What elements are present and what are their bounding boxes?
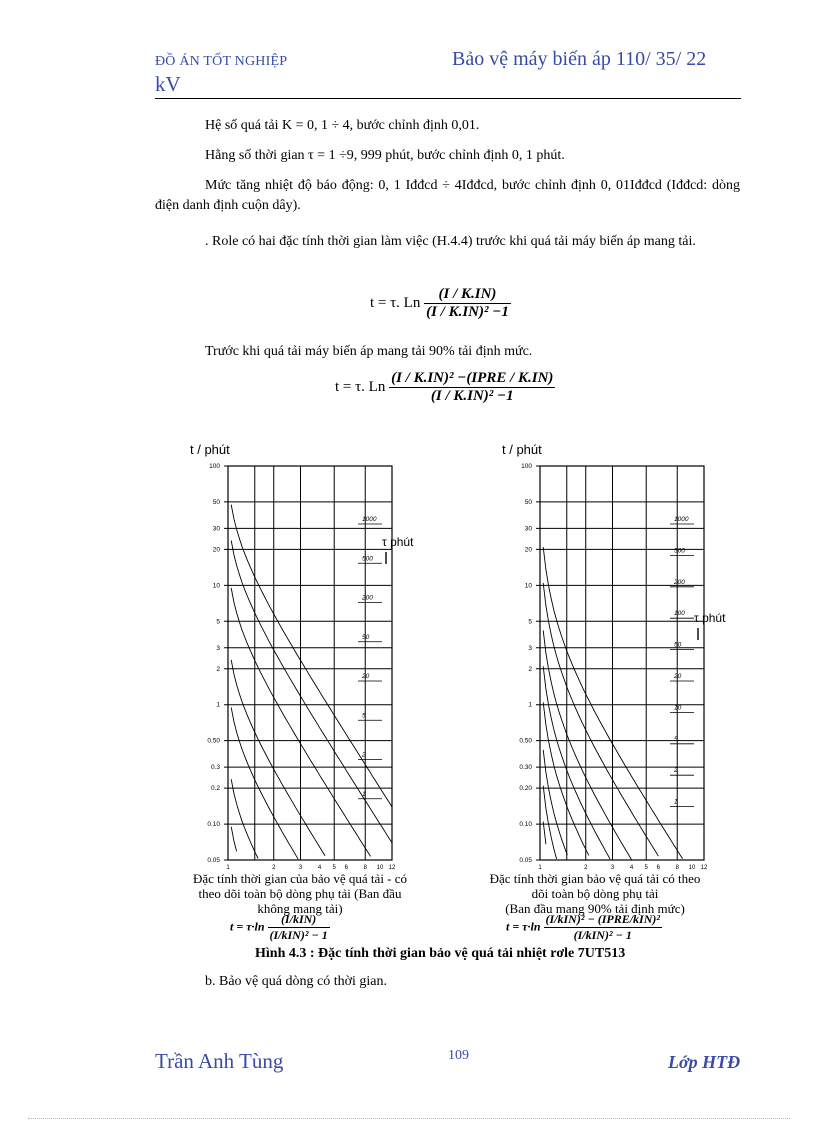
- y-tick-label: 0.50: [207, 737, 220, 745]
- y-axis-label: t / phút: [502, 442, 542, 457]
- page-number: 109: [448, 1048, 469, 1063]
- series-label: 200: [674, 578, 685, 586]
- equation-2-fraction: [389, 370, 555, 405]
- series-label: 1000: [362, 516, 377, 523]
- series-label: 5: [674, 735, 678, 743]
- header-right-title: Bảo vệ máy biến áp 110/ 35/ 22: [452, 48, 707, 70]
- left-formula-lhs: t = τ·ln: [230, 919, 265, 934]
- header-rule: [155, 98, 741, 99]
- equation-1-lhs: t = τ. Ln: [370, 294, 421, 311]
- chart-no-preload: [160, 440, 430, 880]
- y-tick-label: 0.05: [519, 857, 532, 864]
- series-label: 5: [362, 712, 366, 720]
- plot-frame: [228, 466, 392, 860]
- caption-right-formula: [506, 912, 662, 943]
- series-label: 50: [362, 633, 370, 641]
- y-tick-label: 0.2: [210, 785, 220, 793]
- y-tick-label: 5: [216, 618, 220, 626]
- y-tick-label: 3: [528, 644, 532, 652]
- caption-right-line2: dõi toàn bộ dòng phụ tải: [531, 886, 659, 901]
- x-tick-label: 12: [388, 865, 396, 871]
- y-tick-label: 30: [212, 525, 220, 533]
- y-tick-label: 0.20: [519, 785, 532, 793]
- chart-preload-90: [472, 440, 752, 880]
- series-label: 50: [674, 641, 682, 649]
- x-tick-label: 8: [363, 865, 367, 871]
- y-tick-label: 5: [528, 618, 532, 626]
- x-tick-label: 3: [298, 865, 303, 871]
- x-tick-label: 1: [538, 865, 542, 871]
- left-formula-den: (I/kIN)² − 1: [269, 928, 328, 942]
- y-tick-label: 0.30: [519, 764, 532, 772]
- equation-1: [370, 286, 511, 321]
- series-curve: [543, 630, 631, 860]
- caption-left: [155, 871, 445, 916]
- y-tick-label: 100: [209, 463, 220, 470]
- caption-left-line1: Đặc tính thời gian của bảo vệ quá tải - có: [192, 871, 408, 886]
- series-curve: [543, 583, 658, 856]
- header-left-title: ĐỒ ÁN TỐT NGHIỆP: [155, 54, 288, 69]
- tau-label: τ phút: [694, 611, 726, 625]
- caption-left-line3: không mang tải): [257, 901, 343, 916]
- x-tick-label: 4: [317, 865, 322, 871]
- y-tick-label: 20: [212, 546, 220, 554]
- series-label: 500: [674, 547, 685, 555]
- caption-left-line2: theo dõi toàn bộ dòng phụ tải (Ban đầu: [198, 886, 402, 901]
- y-axis-label: t / phút: [190, 442, 230, 457]
- y-tick-label: 10: [212, 582, 220, 590]
- right-formula-lhs: t = τ·ln: [506, 919, 541, 934]
- x-tick-label: 2: [584, 865, 588, 871]
- series-label: 10: [674, 704, 682, 712]
- left-formula-fraction: [268, 912, 330, 943]
- y-tick-label: 20: [524, 546, 532, 554]
- y-tick-label: 2: [528, 665, 532, 673]
- header-left-suffix: kV: [155, 72, 181, 96]
- y-tick-label: 2: [216, 665, 220, 673]
- x-tick-label: 10: [376, 865, 384, 871]
- paragraph-overload-factor: Hệ số quá tải K = 0, 1 ÷ 4, bước chỉnh định 0,01.: [205, 118, 480, 133]
- y-tick-label: 3: [216, 644, 220, 652]
- x-tick-label: 5: [644, 865, 648, 871]
- x-tick-label: 3: [610, 865, 615, 871]
- x-tick-label: 10: [688, 865, 696, 871]
- x-tick-label: 1: [226, 865, 230, 871]
- series-label: 20: [362, 673, 370, 680]
- x-tick-label: 12: [700, 865, 708, 871]
- series-curve: [231, 827, 236, 852]
- y-tick-label: 100: [521, 463, 532, 470]
- series-label: 500: [362, 555, 373, 563]
- y-tick-label: 0.50: [519, 737, 532, 745]
- y-tick-label: 0.3: [210, 764, 220, 772]
- equation-1-numerator: (I / K.IN): [424, 286, 511, 304]
- series-curve: [231, 707, 298, 859]
- series-label: 2: [362, 751, 366, 759]
- equation-2-numerator: (I / K.IN)² −(IPRE / K.IN): [391, 370, 554, 386]
- caption-left-formula: [230, 912, 330, 943]
- equation-2: [335, 370, 555, 405]
- equation-1-denominator: (I / K.IN)² −1: [426, 304, 509, 320]
- series-label: 20: [674, 673, 682, 680]
- right-formula-den: (I/kIN)² − 1: [573, 928, 632, 942]
- x-tick-label: 2: [272, 865, 276, 871]
- equation-2-lhs: t = τ. Ln: [335, 378, 386, 395]
- series-label: 1: [362, 790, 366, 798]
- x-tick-label: 5: [332, 865, 336, 871]
- footer-author: Trần Anh Tùng: [155, 1049, 284, 1073]
- paragraph-alarm-level: Mức tăng nhiệt độ báo động: 0, 1 Iđđcd ÷ 4Iđđcd, bước chỉnh định 0, 01Iđđcd (Iđđcd: dòng điện danh định cuộn dây).: [155, 178, 740, 213]
- figure-caption: Hình 4.3 : Đặc tính thời gian bảo vệ quá tải nhiệt rơle 7UT513: [255, 946, 626, 961]
- series-label: 200: [362, 594, 373, 602]
- series-label: 2: [674, 767, 678, 775]
- equation-1-fraction: [424, 286, 511, 321]
- caption-right: [460, 871, 730, 916]
- paragraph-overcurrent: b. Bảo vệ quá dòng có thời gian.: [205, 974, 387, 989]
- series-curve: [543, 750, 567, 855]
- series-label: 100: [674, 610, 685, 618]
- page-bottom-rule: [28, 1118, 790, 1119]
- caption-right-line3: (Ban đầu mang 90% tải định mức): [505, 901, 685, 916]
- y-tick-label: 50: [524, 498, 532, 506]
- paragraph-time-constant: Hằng số thời gian τ = 1 ÷9, 999 phút, bước chỉnh định 0, 1 phút.: [205, 148, 565, 163]
- y-tick-label: 1: [528, 701, 532, 709]
- x-tick-label: 6: [344, 865, 348, 871]
- caption-right-line1: Đặc tính thời gian bảo vệ quá tải có theo: [489, 871, 701, 886]
- y-tick-label: 0.10: [519, 821, 532, 829]
- right-formula-fraction: [544, 912, 662, 943]
- paragraph-preload: Trước khi quá tải máy biến áp mang tải 90% tải định mức.: [205, 344, 533, 359]
- y-tick-label: 0.05: [207, 857, 220, 864]
- x-tick-label: 4: [629, 865, 634, 871]
- tau-label: τ phút: [382, 535, 414, 549]
- y-tick-label: 10: [524, 582, 532, 590]
- series-label: 1: [674, 798, 678, 806]
- series-label: 1000: [674, 516, 689, 523]
- paragraph-relay-characteristics: . Role có hai đặc tính thời gian làm việc (H.4.4) trước khi quá tải máy biến áp mang tải.: [205, 234, 696, 249]
- footer-class: Lớp HTĐ: [668, 1052, 741, 1072]
- y-tick-label: 50: [212, 498, 220, 506]
- y-tick-label: 0.10: [207, 821, 220, 829]
- equation-2-denominator: (I / K.IN)² −1: [430, 388, 514, 404]
- right-formula-num: (I/kIN)² − (IPRE/kIN)²: [545, 912, 660, 926]
- y-tick-label: 30: [524, 525, 532, 533]
- y-tick-label: 1: [216, 701, 220, 709]
- left-formula-num: (I/kIN): [268, 912, 330, 928]
- x-tick-label: 8: [675, 865, 679, 871]
- x-tick-label: 6: [656, 865, 660, 871]
- series-curve: [543, 822, 546, 845]
